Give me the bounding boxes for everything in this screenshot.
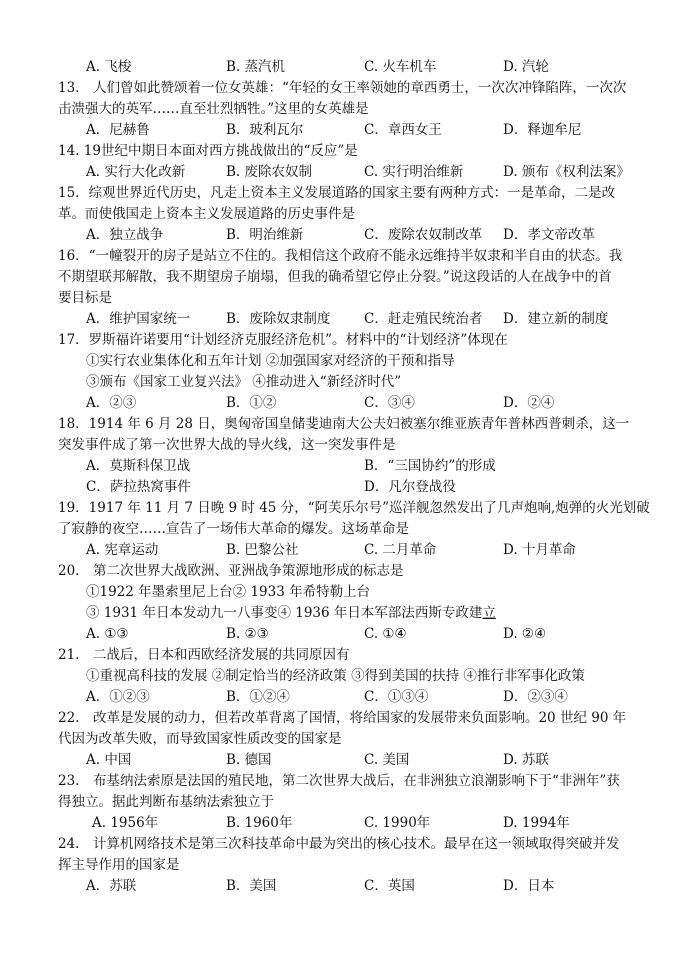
q23-option-d: D. 1994年	[503, 815, 570, 831]
q18-option-a: A．莫斯科保卫战	[86, 458, 191, 474]
q12-option-a: A. 飞梭	[86, 59, 132, 75]
q15-options	[0, 225, 688, 246]
q14-option-d: D. 颁布《权利法案》	[503, 164, 630, 180]
q20-option-b: B. ②③	[226, 626, 269, 642]
q19-options	[0, 540, 688, 561]
q15-option-a: A．独立战争	[86, 227, 164, 243]
q21-option-d: D．②③④	[503, 689, 568, 705]
q24-stem-line2: 挥主导作用的国家是	[58, 857, 180, 873]
q19-option-c: C. 二月革命	[364, 542, 437, 558]
q22-option-b: B. 德国	[226, 752, 272, 768]
q23-stem-line2: 得独立。据此判断布基纳法索独立于	[58, 794, 274, 810]
q24-options	[0, 876, 688, 897]
q16-option-b: B．废除奴隶制度	[226, 311, 331, 327]
q15-option-c: C．废除农奴制改革	[364, 227, 483, 243]
q23-stem-line1: 23. 布基纳法索原是法国的殖民地，第二次世界大战后，在非洲独立浪潮影响下于“非洲年”获	[58, 773, 620, 789]
q22-option-a: A. 中国	[86, 752, 132, 768]
q20-option-d: D. ②④	[503, 626, 547, 642]
q15-stem-line2: 革。而使俄国走上资本主义发展道路的历史事件是	[58, 206, 355, 222]
q24-option-d: D．日本	[503, 878, 555, 894]
q18-stem-line1: 18．1914 年 6 月 28 日，奥匈帝国皇储斐迪南大公夫妇被塞尔维亚族青年普林西普刺杀，这一	[58, 416, 630, 432]
q18-options-row1	[0, 456, 688, 477]
q21-option-c: C．①③④	[364, 689, 429, 705]
q19-option-a: A. 宪章运动	[86, 542, 159, 558]
q20-option-a: A. ①③	[86, 626, 129, 642]
q14-option-a: A. 实行大化改新	[86, 164, 186, 180]
q17-option-a: A．②③	[86, 395, 137, 411]
q15-option-d: D．孝文帝改革	[503, 227, 595, 243]
q14-options	[0, 162, 688, 183]
q15-stem-line1: 15．综观世界近代历史，凡走上资本主义发展道路的国家主要有两种方式：一是革命，二是改	[58, 185, 616, 201]
q15-option-b: B．明治维新	[226, 227, 304, 243]
q13-option-c: C．章西女王	[364, 122, 442, 138]
q16-stem-line1: 16．“一幢裂开的房子是站立不住的。我相信这个政府不能永远维持半奴隶和半自由的状态。我	[58, 248, 623, 264]
q23-option-a: A. 1956年	[92, 815, 159, 831]
q17-option-c: C．③④	[364, 395, 415, 411]
q16-option-a: A．维护国家统一	[86, 311, 191, 327]
q17-statements-line1: ①实行农业集体化和五年计划 ②加强国家对经济的干预和指导	[86, 353, 455, 369]
q13-option-a: A．尼赫鲁	[86, 122, 150, 138]
q13-options	[0, 120, 688, 141]
q22-options	[0, 750, 688, 771]
q20-options	[0, 624, 688, 645]
q22-option-d: D. 苏联	[503, 752, 549, 768]
q13-stem-line1: 13. 人们曾如此赞颂着一位女英雄：“年轻的女王率领她的章西勇士，一次次冲锋陷阵，一次次	[58, 80, 627, 96]
q14-option-b: B. 废除农奴制	[226, 164, 313, 180]
q12-option-c: C. 火车机车	[364, 59, 437, 75]
q19-stem-line1: 19．1917 年 11 月 7 日晚 9 时 45 分，“阿芙乐尔号”巡洋舰忽然发出了几声炮响,炮弹的火光划破	[58, 500, 650, 516]
q23-options	[0, 813, 688, 834]
q24-option-a: A．苏联	[86, 878, 137, 894]
q20-option-c: C. ①④	[364, 626, 407, 642]
q23-option-b: B. 1960年	[226, 815, 293, 831]
q17-stem-line1: 17．罗斯福许诺要用“计划经济克服经济危机”。材料中的“计划经济”体现在	[58, 332, 508, 348]
q21-option-b: B．①②④	[226, 689, 290, 705]
q17-statements-line2: ③颁布《国家工业复兴法》 ④推动进入“新经济时代”	[86, 374, 402, 390]
q16-options	[0, 309, 688, 330]
q12-option-d: D. 汽轮	[503, 59, 549, 75]
q20-statements-line1: ①1922 年墨索里尼上台② 1933 年希特勒上台	[86, 584, 371, 600]
q24-option-b: B．美国	[226, 878, 277, 894]
q13-option-d: D．释迦牟尼	[503, 122, 582, 138]
q19-option-d: D. 十月革命	[503, 542, 576, 558]
q20-statements-line2: ③ 1931 年日本发动九一八事变④ 1936 年日本军部法西斯专政建立	[86, 605, 496, 621]
q20-stem-line1: 20. 第二次世界大战欧洲、亚洲战争策源地形成的标志是	[58, 563, 404, 579]
q18-option-b: B．“三国协约”的形成	[364, 458, 496, 474]
q14-option-c: C. 实行明治维新	[364, 164, 464, 180]
q24-stem-line1: 24. 计算机网络技术是第三次科技革命中最为突出的核心技术。最早在这一领域取得突破并发	[58, 836, 620, 852]
q22-stem-line2: 代因为改革失败，而导致国家性质改变的国家是	[58, 731, 342, 747]
q23-option-c: C. 1990年	[364, 815, 431, 831]
q13-option-b: B．玻利瓦尔	[226, 122, 304, 138]
q17-options	[0, 393, 688, 414]
q16-stem-line3: 要目标是	[58, 290, 112, 306]
q18-option-c: C．萨拉热窝事件	[86, 479, 191, 495]
q24-option-c: C．英国	[364, 878, 415, 894]
q18-stem-line2: 突发事件成了第一次世界大战的导火线，这一突发事件是	[58, 437, 396, 453]
q18-option-d: D．凡尔登战役	[364, 479, 456, 495]
q16-option-d: D．建立新的制度	[503, 311, 609, 327]
q17-option-d: D．②④	[503, 395, 555, 411]
q21-options	[0, 687, 688, 708]
q12-options	[0, 57, 688, 78]
q14-stem-line1: 14. 19世纪中期日本面对西方挑战做出的“反应”是	[58, 143, 358, 159]
q12-option-b: B. 蒸汽机	[226, 59, 286, 75]
q22-option-c: C. 美国	[364, 752, 410, 768]
q19-option-b: B. 巴黎公社	[226, 542, 299, 558]
q17-option-b: B．①②	[226, 395, 277, 411]
q18-options-row2	[0, 477, 688, 498]
q21-stem-line1: 21. 二战后，日本和西欧经济发展的共同原因有	[58, 647, 350, 663]
q21-option-a: A．①②③	[86, 689, 150, 705]
q21-statements-line1: ①重视高科技的发展 ②制定恰当的经济政策 ③得到美国的扶持 ④推行非军事化政策	[86, 668, 585, 684]
q19-stem-line2: 了寂静的夜空……宣告了一场伟大革命的爆发。这场革命是	[58, 521, 409, 537]
q13-stem-line2: 击溃强大的英军……直至壮烈牺牲。”这里的女英雄是	[58, 101, 369, 117]
q16-option-c: C．赶走殖民统治者	[364, 311, 483, 327]
q22-stem-line1: 22. 改革是发展的动力，但若改革背离了国情，将给国家的发展带来负面影响。20 世纪 90 年	[58, 710, 627, 726]
q16-stem-line2: 不期望联邦解散，我不期望房子崩塌，但我的确希望它停止分裂。”说这段话的人在战争中的首	[58, 269, 612, 285]
